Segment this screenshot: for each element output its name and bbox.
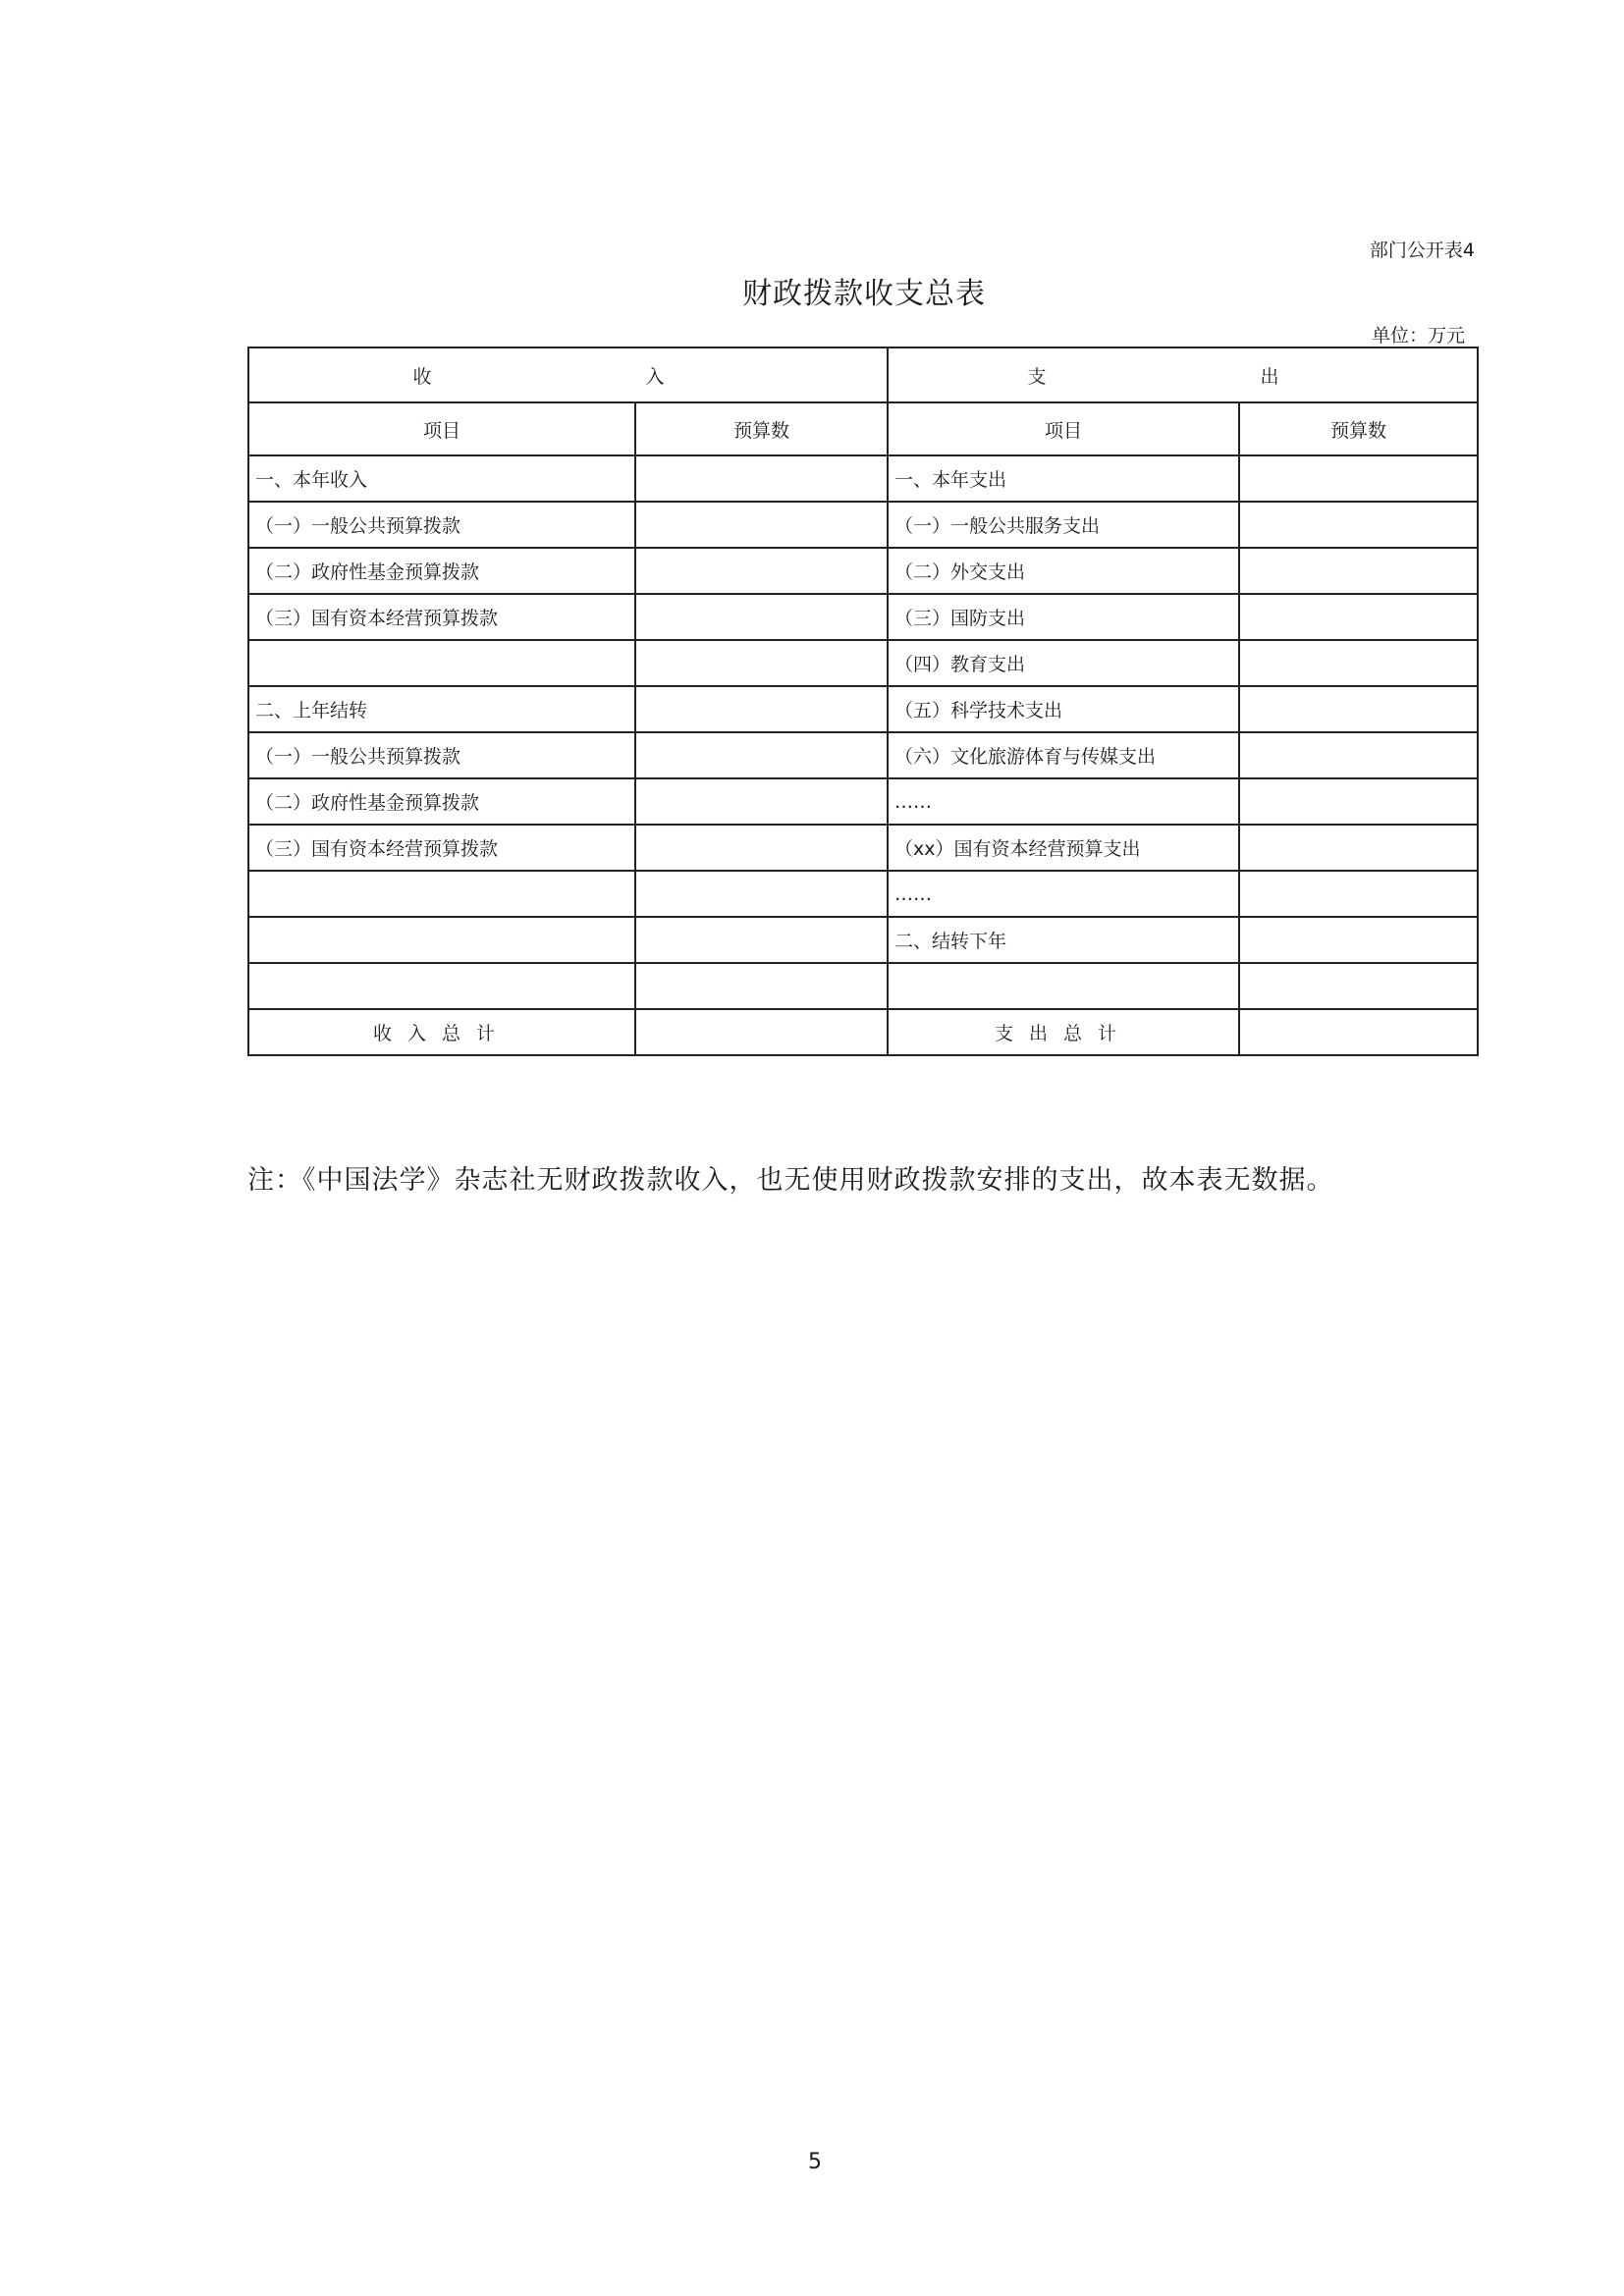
- expense-item-cell: （二）外交支出: [888, 548, 1239, 594]
- expense-item-cell: （一）一般公共服务支出: [888, 502, 1239, 548]
- income-item-cell: （三）国有资本经营预算拨款: [248, 825, 635, 871]
- table-row: [248, 548, 1478, 594]
- income-amount-cell: [635, 732, 888, 778]
- income-amount-cell: [635, 455, 888, 502]
- income-amount-cell: [635, 778, 888, 825]
- income-item-cell: （三）国有资本经营预算拨款: [248, 594, 635, 640]
- income-amount-cell: [635, 594, 888, 640]
- income-amount-header: 预算数: [635, 402, 888, 455]
- footnote: 注：《中国法学》杂志社无财政拨款收入，也无使用财政拨款安排的支出，故本表无数据。: [247, 1165, 1334, 1196]
- expense-amount-cell: [1239, 594, 1478, 640]
- expense-item-cell: 二、结转下年: [888, 917, 1239, 963]
- income-group-header: 收 入: [248, 347, 888, 402]
- table-row: [248, 732, 1478, 778]
- table-row: [248, 640, 1478, 686]
- income-item-cell: （一）一般公共预算拨款: [248, 732, 635, 778]
- expense-item-cell: ……: [888, 778, 1239, 825]
- income-total-label: 收入总计: [248, 1009, 635, 1055]
- unit-label: 单位：万元: [1371, 325, 1465, 347]
- expense-amount-header: 预算数: [1239, 402, 1478, 455]
- page-number: 5: [808, 2150, 822, 2174]
- expense-amount-cell: [1239, 825, 1478, 871]
- expense-amount-cell: [1239, 778, 1478, 825]
- expense-item-cell: （六）文化旅游体育与传媒支出: [888, 732, 1239, 778]
- income-item-cell: （二）政府性基金预算拨款: [248, 778, 635, 825]
- income-amount-cell: [635, 548, 888, 594]
- income-item-cell: [248, 871, 635, 917]
- income-item-header: 项目: [248, 402, 635, 455]
- table-row: [248, 917, 1478, 963]
- expense-item-cell: ……: [888, 871, 1239, 917]
- expense-item-cell: （四）教育支出: [888, 640, 1239, 686]
- expense-item-cell: （xx）国有资本经营预算支出: [888, 825, 1239, 871]
- income-amount-cell: [635, 686, 888, 732]
- expense-item-cell: （五）科学技术支出: [888, 686, 1239, 732]
- expense-group-header: 支 出: [888, 347, 1478, 402]
- income-item-cell: （二）政府性基金预算拨款: [248, 548, 635, 594]
- income-amount-cell: [635, 502, 888, 548]
- expense-amount-cell: [1239, 455, 1478, 502]
- expense-amount-cell: [1239, 917, 1478, 963]
- income-item-cell: [248, 917, 635, 963]
- income-amount-cell: [635, 640, 888, 686]
- expense-amount-cell: [1239, 963, 1478, 1009]
- expense-item-header: 项目: [888, 402, 1239, 455]
- table-number-label: 部门公开表4: [1369, 240, 1475, 261]
- table-row: [248, 871, 1478, 917]
- table-row: [248, 455, 1478, 502]
- income-item-cell: 一、本年收入: [248, 455, 635, 502]
- expense-amount-cell: [1239, 548, 1478, 594]
- income-item-cell: [248, 963, 635, 1009]
- income-amount-cell: [635, 871, 888, 917]
- income-amount-cell: [635, 825, 888, 871]
- expense-item-cell: 一、本年支出: [888, 455, 1239, 502]
- income-item-cell: （一）一般公共预算拨款: [248, 502, 635, 548]
- income-amount-cell: [635, 963, 888, 1009]
- document-title: 财政拨款收支总表: [742, 277, 986, 311]
- fiscal-appropriation-table: [247, 347, 1479, 1056]
- table-row: [248, 594, 1478, 640]
- expense-amount-cell: [1239, 686, 1478, 732]
- expense-amount-cell: [1239, 640, 1478, 686]
- table-row: [248, 825, 1478, 871]
- income-amount-cell: [635, 917, 888, 963]
- table-row: [248, 778, 1478, 825]
- income-item-cell: 二、上年结转: [248, 686, 635, 732]
- table-row: [248, 963, 1478, 1009]
- income-total-amount: [635, 1009, 888, 1055]
- table-row: [248, 686, 1478, 732]
- expense-amount-cell: [1239, 502, 1478, 548]
- expense-item-cell: [888, 963, 1239, 1009]
- expense-total-amount: [1239, 1009, 1478, 1055]
- group-header-row: [248, 347, 1478, 402]
- expense-amount-cell: [1239, 732, 1478, 778]
- table-row: [248, 502, 1478, 548]
- expense-item-cell: （三）国防支出: [888, 594, 1239, 640]
- income-item-cell: [248, 640, 635, 686]
- totals-row: [248, 1009, 1478, 1055]
- expense-amount-cell: [1239, 871, 1478, 917]
- column-header-row: [248, 402, 1478, 455]
- expense-total-label: 支出总计: [888, 1009, 1239, 1055]
